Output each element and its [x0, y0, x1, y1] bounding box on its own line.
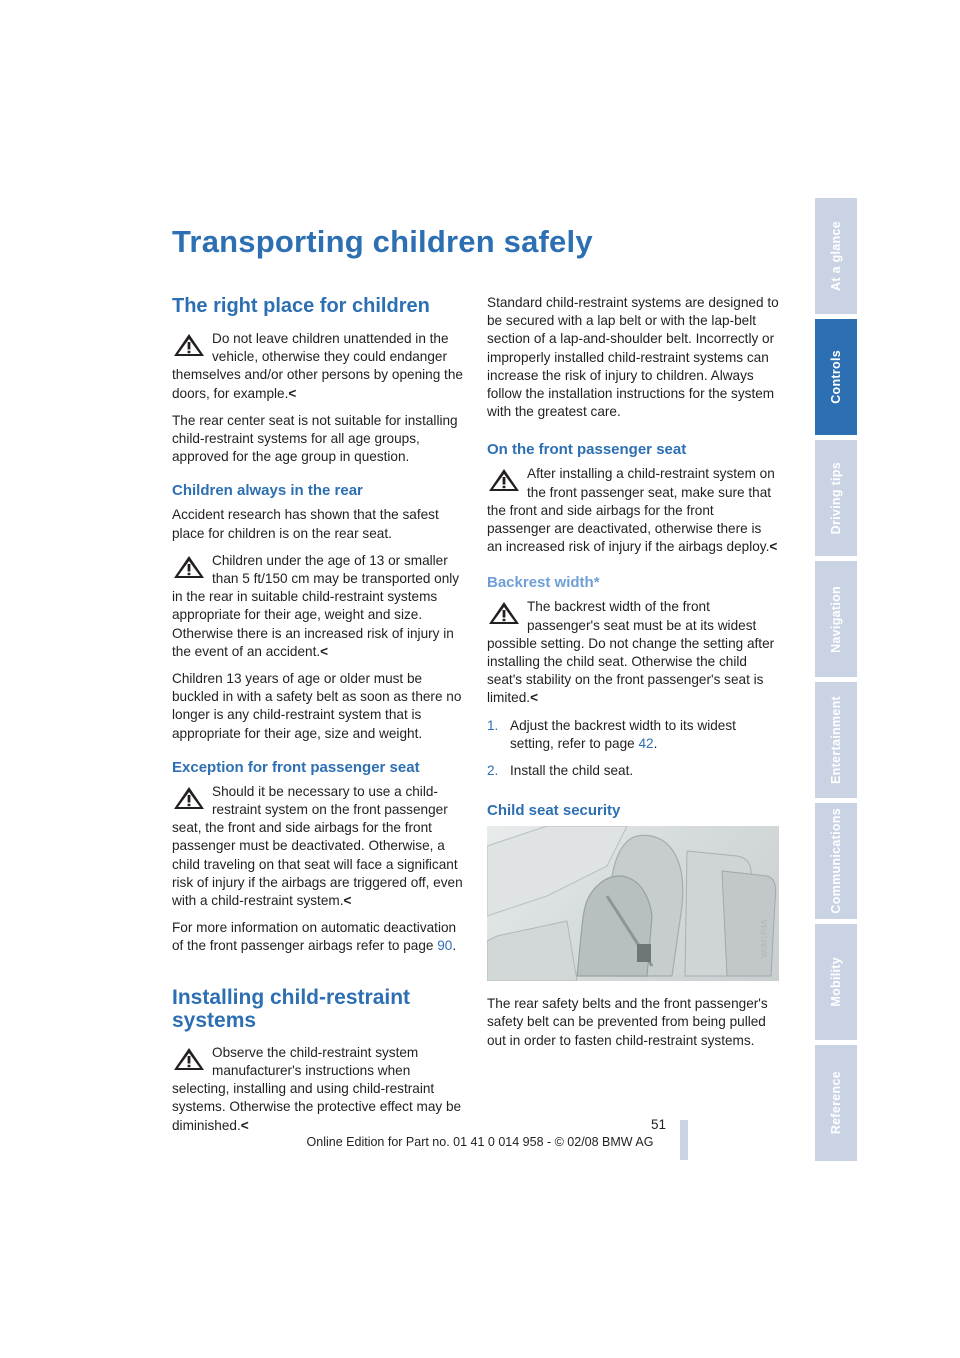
- warning-note: [172, 783, 464, 910]
- page-title: Transporting children safely: [172, 224, 593, 259]
- right-column: [487, 294, 779, 1059]
- steps-list: [487, 717, 779, 781]
- tab-label: Controls: [829, 350, 843, 404]
- paragraph: Accident research has shown that the safest place for children is on the rear seat.: [172, 507, 439, 541]
- warning-text: Children under the age of 13 or smaller than 5 ft/150 cm may be transported only in the rear in suitable child-restraint systems appropriate for their age, weight and size. Otherwise there is an increased risk of injury in the event of an accident.: [172, 552, 460, 659]
- warning-text: After installing a child-restraint system on the front passenger seat, make sure that the front and side airbags for the front passenger are deactivated, otherwise there is an increased risk of injury if the airbags deploy.: [487, 466, 775, 555]
- subsection-title-rear: Children always in the rear: [172, 482, 363, 500]
- page-number: 51: [650, 1117, 666, 1132]
- paragraph-text: For more information on automatic deactivation of the front passenger airbags refer to page: [172, 920, 457, 954]
- tab-at-a-glance[interactable]: [815, 198, 857, 314]
- left-column: [172, 294, 464, 1144]
- tab-label: Navigation: [829, 585, 843, 653]
- footer-edition: Online Edition for Part no. 01 41 0 014 958 - © 02/08 BMW AG: [306, 1135, 654, 1149]
- figure-code: W0M1P4A: [760, 919, 769, 958]
- tab-controls[interactable]: [815, 319, 857, 435]
- tab-label: Driving tips: [829, 461, 843, 535]
- tab-driving-tips[interactable]: [815, 440, 857, 556]
- step-item: [487, 762, 779, 780]
- end-mark: <: [320, 643, 329, 659]
- tab-mobility[interactable]: [815, 924, 857, 1040]
- warning-text: Do not leave children unattended in the vehicle, otherwise they could endanger themselves and/or other persons by opening the doors, for example.: [172, 331, 463, 401]
- step-item: [487, 717, 779, 753]
- warning-triangle-icon: [172, 332, 206, 358]
- warning-triangle-icon: [172, 785, 206, 811]
- warning-note: [487, 465, 779, 556]
- tab-label: Reference: [829, 1071, 843, 1135]
- step-text: Adjust the backrest width to its widest setting, refer to page: [510, 717, 736, 751]
- end-mark: <: [769, 539, 778, 555]
- subsection-title-front-passenger: On the front passenger seat: [487, 441, 687, 459]
- warning-triangle-icon: [172, 1046, 206, 1072]
- end-mark: <: [530, 690, 539, 706]
- tab-reference[interactable]: [815, 1045, 857, 1161]
- step-number: 1.: [487, 717, 499, 733]
- section-title-right-place: The right place for children: [172, 295, 430, 317]
- paragraph: The rear safety belts and the front passenger's safety belt can be prevented from being pulled out in order to fasten child-restraint systems.: [487, 996, 768, 1048]
- tab-label: Entertainment: [829, 696, 843, 784]
- page-reference-link[interactable]: 90: [437, 938, 453, 954]
- end-mark: <: [240, 1117, 249, 1133]
- child-seat-illustration: [487, 826, 779, 981]
- section-tabs: [815, 198, 857, 1166]
- step-text: Install the child seat.: [510, 763, 634, 779]
- warning-triangle-icon: [487, 600, 521, 626]
- warning-text: Should it be necessary to use a child-restraint system on the front passenger seat, the front and side airbags for the front passenger must be deactivated. Otherwise, a child traveling on that seat will face a significant risk of injury if the airbags are triggered off, even with a child-restraint system.: [172, 783, 463, 909]
- paragraph: The rear center seat is not suitable for installing child-restraint systems for all age groups, approved for the age group in question.: [172, 412, 458, 465]
- subsection-title-child-seat-security: Child seat security: [487, 802, 621, 820]
- warning-text: Observe the child-restraint system manufacturer's instructions when selecting, installing and using child-restraint systems. Otherwise the protective effect may be diminished.: [172, 1044, 462, 1133]
- warning-triangle-icon: [487, 467, 521, 493]
- tab-entertainment[interactable]: [815, 682, 857, 798]
- tab-navigation[interactable]: [815, 561, 857, 677]
- paragraph: Standard child-restraint systems are designed to be secured with a lap belt or with the lap-belt section of a lap-and-shoulder belt. Incorrectly or improperly installed child-restraint systems can increase the risk of injury to children. Always follow the installation instructions for the system with the greatest care.: [487, 295, 779, 420]
- paragraph: Children 13 years of age or older must be buckled in with a safety belt as soon as there no longer is any child-restraint system that is appropriate for their age, size and weight.: [172, 671, 462, 741]
- tab-label: Mobility: [829, 957, 843, 1007]
- tab-label: At a glance: [829, 221, 843, 291]
- section-title-installing: Installing child-restraint systems: [172, 985, 411, 1032]
- warning-triangle-icon: [172, 554, 206, 580]
- warning-note: [487, 598, 779, 707]
- step-number: 2.: [487, 763, 499, 779]
- subsection-title-backrest: Backrest width*: [487, 574, 600, 592]
- page-reference-link[interactable]: 42: [638, 735, 654, 751]
- warning-note: [172, 1044, 464, 1135]
- subsection-title-exception: Exception for front passenger seat: [172, 758, 420, 776]
- footer-bar: [680, 1120, 688, 1160]
- tab-label: Communications: [829, 808, 843, 914]
- paragraph: For more information on automatic deactivation of the front passenger airbags refer to page 90.: [172, 920, 457, 954]
- step-text-end: .: [653, 735, 658, 751]
- warning-note: [172, 330, 464, 403]
- end-mark: <: [288, 385, 297, 401]
- warning-text: The backrest width of the front passenger's seat must be at its widest possible setting. Do not change the setting after installing the child seat. Otherwise the child seat's stability on the front passenger's seat is limited.: [487, 599, 775, 706]
- warning-note: [172, 552, 464, 661]
- end-mark: <: [343, 893, 352, 909]
- tab-communications[interactable]: [815, 803, 857, 919]
